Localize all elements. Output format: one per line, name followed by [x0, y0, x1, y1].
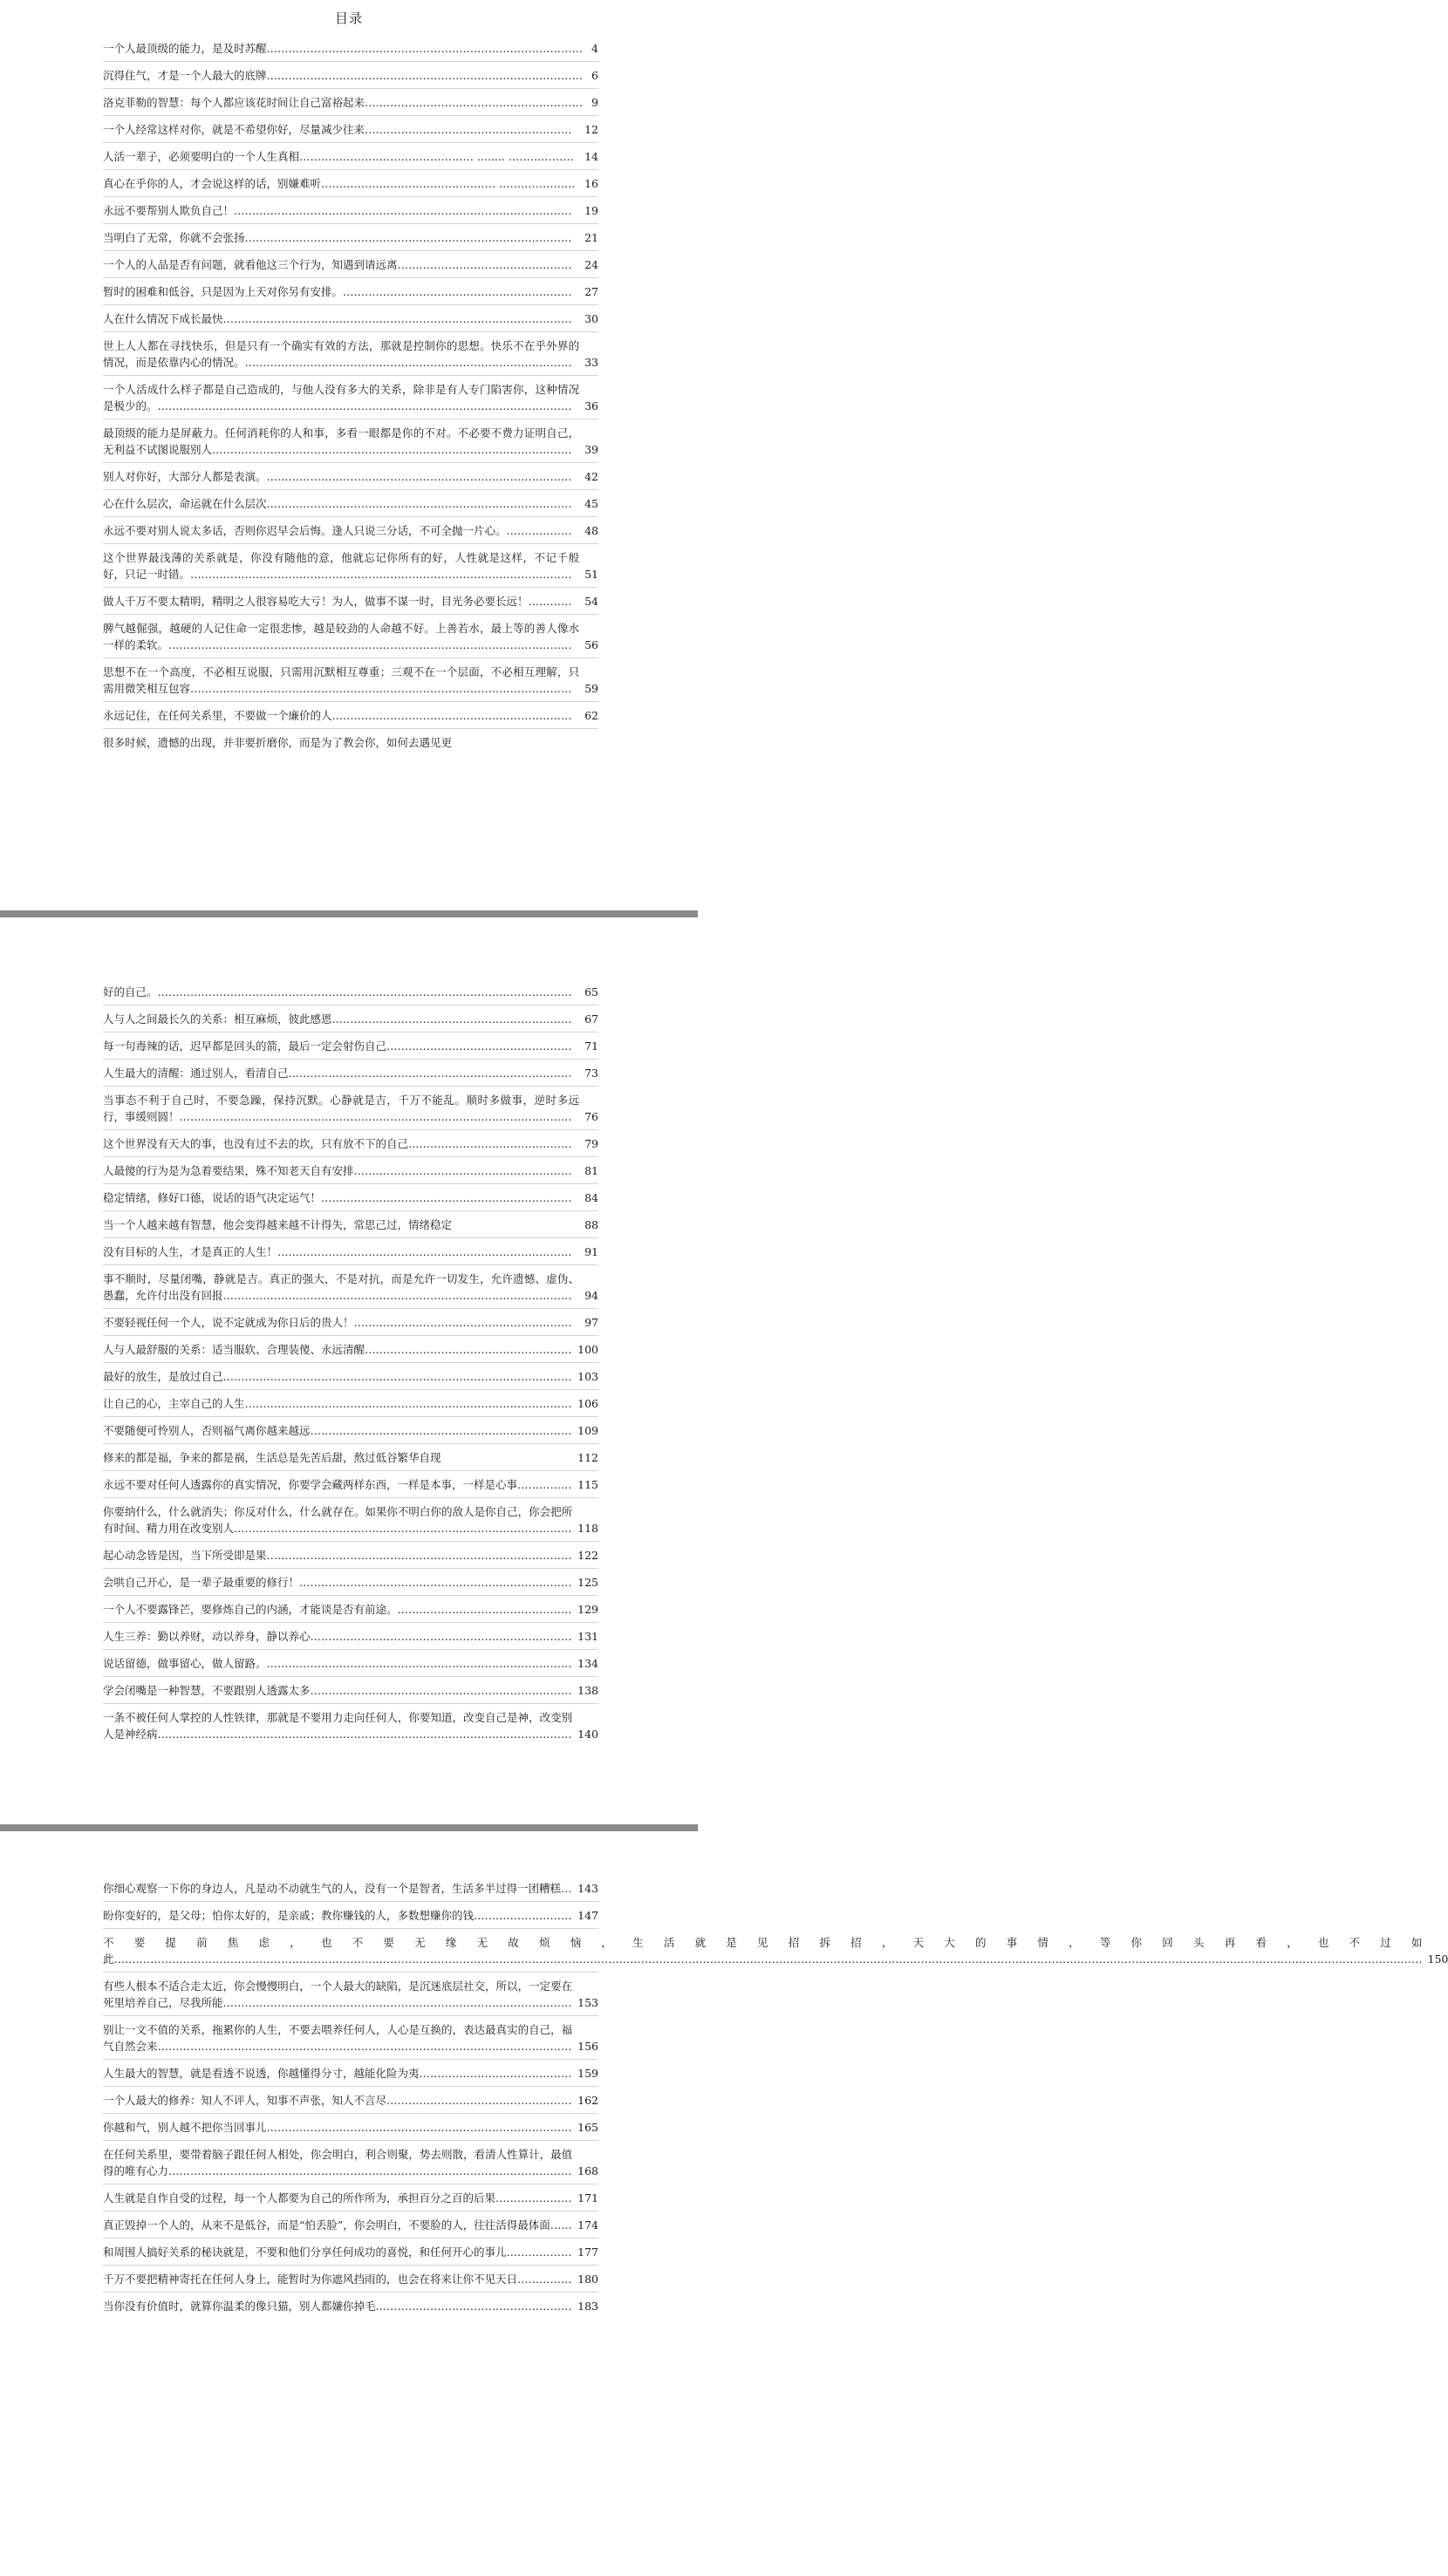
toc-entry[interactable] — [103, 1032, 598, 1060]
toc-entry[interactable] — [103, 729, 598, 755]
toc-entry-title: 和周围人搞好关系的秘诀就是，不要和他们分享任何成功的喜悦，和任何开心的事儿……………… — [103, 2245, 572, 2259]
toc-entry[interactable] — [103, 2141, 598, 2184]
toc-entry-title: 很多时候，遗憾的出现，并非要折磨你，而是为了教会你，如何去遇见更 — [103, 736, 453, 749]
toc-entry[interactable] — [103, 1087, 598, 1130]
toc-entry[interactable] — [103, 463, 598, 490]
toc-entry-title: 别人对你好，大部分人都是表演。………………………………………………………………………… — [103, 470, 572, 483]
toc-entry-title: 最顶级的能力是屏蔽力。任何消耗你的人和事，多看一眼都是你的不对。不必要不费力证明自己，无利益不试图说服别人……………………………………………………………………………………… — [103, 426, 580, 456]
toc-entry-page-number: 71 — [584, 1039, 598, 1053]
toc-entry-page-number: 171 — [577, 2191, 598, 2205]
toc-entry-title: 洛克菲勒的智慧：每个人都应该花时间让自己富裕起来…………………………………………………… — [103, 96, 584, 109]
toc-entry-page-number: 12 — [584, 123, 598, 136]
toc-entry-title: 人生最大的智慧，就是看透不说透，你越懂得分寸，越能化险为夷…………………………………… — [103, 2067, 572, 2080]
toc-entry-page-number: 24 — [584, 258, 598, 271]
toc-entry-title: 人在什么情况下成长最快…………………………………………………………………………………… — [103, 312, 572, 325]
toc-entry-page-number: 76 — [584, 1110, 598, 1123]
toc-entry[interactable] — [103, 305, 598, 332]
toc-entry-page-number: 143 — [577, 1882, 598, 1895]
toc-entry[interactable] — [103, 544, 598, 588]
toc-entry[interactable] — [103, 658, 598, 702]
toc-entry[interactable] — [103, 490, 598, 517]
toc-entry[interactable] — [103, 1650, 598, 1677]
toc-entry-page-number: 67 — [584, 1012, 598, 1026]
toc-entry-title: 一个人最大的修养：知人不评人，知事不声张，知人不言尽…………………………………………… — [103, 2094, 572, 2107]
toc-entry[interactable] — [103, 89, 598, 116]
page-separator — [0, 1824, 698, 1831]
toc-entry-title: 没有目标的人生，才是真正的人生！……………………………………………………………………… — [103, 1245, 572, 1258]
toc-entry-page-number: 115 — [577, 1478, 598, 1491]
toc-entry-page-number: 6 — [591, 69, 598, 82]
toc-entry-title: 一个人活成什么样子都是自己造成的，与他人没有多大的关系，除非是有人专门陷害你，这种情况是极少的。…………………………………………………………………………………………………… — [103, 383, 580, 412]
toc-entry[interactable] — [103, 615, 598, 658]
toc-entry-title: 你细心观察一下你的身边人，凡是动不动就生气的人，没有一个是智者，生活多半过得一团糟糕… — [103, 1882, 572, 1895]
toc-entry[interactable] — [103, 2087, 598, 2114]
toc-entry[interactable] — [103, 1929, 1448, 1973]
toc-entry[interactable] — [103, 1390, 598, 1417]
toc-entry[interactable] — [103, 116, 598, 143]
toc-entry-title: 真心在乎你的人，才会说这样的话，别嫌难听………………………………………… ………………… — [103, 177, 576, 190]
toc-entry-title: 人生就是自作自受的过程，每一个人都要为自己的所作所为，承担百分之百的后果………………… — [103, 2191, 572, 2205]
toc-entry-title: 不要轻视任何一个人，说不定就成为你日后的贵人！…………………………………………………… — [103, 1316, 572, 1329]
toc-entry-title: 一条不被任何人掌控的人性铁律，那就是不要用力走向任何人，你要知道，改变自己是神，改变别人是神经病…………………………………………………………………………………………………… — [103, 1711, 573, 1741]
toc-entry-title: 永远不要对别人说太多话，否则你迟早会后悔。逢人只说三分话，不可全抛一片心。……………… — [103, 524, 572, 537]
toc-entry-title: 说话留德，做事留心，做人留路。………………………………………………………………………… — [103, 1657, 572, 1670]
toc-entry[interactable] — [103, 1704, 598, 1747]
toc-entry-title: 一个人不要露锋芒，要修炼自己的内涵，才能谈是否有前途。………………………………………… — [103, 1603, 572, 1616]
toc-entry-page-number: 112 — [577, 1451, 598, 1464]
toc-entry-page-number: 14 — [584, 150, 598, 163]
toc-entry-page-number: 177 — [577, 2245, 598, 2259]
toc-entry[interactable] — [103, 1875, 598, 1902]
toc-entry[interactable] — [103, 2184, 598, 2211]
document-page-1 — [0, 0, 698, 910]
toc-entry-title: 你越和气，别人越不把你当回事儿………………………………………………………………………… — [103, 2121, 572, 2134]
toc-entry-page-number: 16 — [584, 177, 598, 190]
toc-entry-title: 永远记住，在任何关系里，不要做一个廉价的人………………………………………………………… — [103, 709, 572, 722]
document-page-2 — [0, 917, 698, 1824]
toc-entry[interactable] — [103, 1265, 598, 1309]
toc-entry-title: 稳定情绪，修好口德，说话的语气决定运气！…………………………………………………………… — [103, 1191, 572, 1204]
toc-entry-title: 学会闭嘴是一种智慧，不要跟别人透露太多……………………………………………………………… — [103, 1684, 572, 1697]
toc-entry-title: 当事态不利于自己时，不要急躁，保持沉默。心静就是吉，千万不能乱。顺时多做事，逆时多远行，事缓则圆！……………………………………………………………………………………………… — [103, 1094, 580, 1123]
toc-entry-page-number: 122 — [577, 1549, 598, 1562]
toc-entry-page-number: 183 — [577, 2300, 598, 2313]
toc-entry-page-number: 118 — [577, 1522, 598, 1535]
toc-entries-page-2 — [103, 978, 598, 1747]
toc-entry-title: 一个人经常这样对你，就是不希望你好，尽量减少往来………………………………………………… — [103, 123, 572, 136]
toc-entry[interactable] — [103, 1973, 598, 2016]
toc-entry[interactable] — [103, 1417, 598, 1444]
toc-entry[interactable] — [103, 2060, 598, 2087]
toc-entry-page-number: 36 — [584, 399, 598, 412]
toc-entry-title: 起心动念皆是因，当下所受即是果………………………………………………………………………… — [103, 1549, 572, 1562]
toc-entry[interactable] — [103, 517, 598, 544]
toc-entry-title: 在任何关系里，要带着脑子跟任何人相处，你会明白，利合则聚，势去则散，看清人性算计，最值得的唯有心力………………………………………………………………………………………………… — [103, 2148, 573, 2177]
toc-entry-page-number: 56 — [584, 638, 598, 651]
toc-entry-page-number: 39 — [584, 443, 598, 456]
toc-entry-page-number: 100 — [577, 1343, 598, 1356]
toc-entry-title: 人生三养：勤以养财，动以养身，静以养心……………………………………………………………… — [103, 1630, 572, 1643]
toc-entry-title: 修来的都是福，争来的都是祸，生活总是先苦后甜，熬过低谷繁华自现 — [103, 1451, 441, 1464]
toc-entry-title: 沉得住气，才是一个人最大的底牌…………………………………………………………………………… — [103, 69, 584, 82]
toc-entry-page-number: 150 — [1427, 1952, 1448, 1966]
toc-entry[interactable] — [103, 2016, 598, 2060]
toc-entry-title: 让自己的心，主宰自己的人生……………………………………………………………………………… — [103, 1397, 572, 1410]
toc-entry-title: 一个人最顶级的能力，是及时苏醒…………………………………………………………………………… — [103, 42, 584, 55]
toc-entry[interactable] — [103, 197, 598, 224]
toc-entry-page-number: 19 — [584, 204, 598, 217]
toc-entry-page-number: 62 — [584, 709, 598, 722]
toc-entry-page-number: 140 — [577, 1728, 598, 1741]
toc-entry-title: 不要提前焦虑，也不要无缘无故烦恼，生活就是见招拆招，天大的事情，等你回头再看，也不过如此……………………………………………………………………………………………………………………………………………………………………………………………………………………………………………………………………………………………………………………………… — [103, 1936, 1423, 1966]
toc-entry-page-number: 4 — [591, 42, 598, 55]
toc-entry[interactable] — [103, 419, 598, 463]
toc-entry-page-number: 84 — [584, 1191, 598, 1204]
toc-entries-page-3 — [103, 1875, 1448, 2319]
toc-entry-page-number: 81 — [584, 1164, 598, 1177]
toc-entry-title: 人与人最舒服的关系：适当服软、合理装傻、永远清醒………………………………………………… — [103, 1343, 572, 1356]
toc-entry[interactable] — [103, 332, 598, 376]
document-page-3 — [0, 1831, 1448, 2576]
toc-entry[interactable] — [103, 1130, 598, 1157]
toc-entry-page-number: 125 — [577, 1576, 598, 1589]
toc-entry[interactable] — [103, 224, 598, 251]
toc-entry-title: 有些人根本不适合走太近，你会慢慢明白，一个人最大的缺陷，是沉迷底层社交，所以，一定要在死里培养自己，尽我所能…………………………………………………………………………………… — [103, 1980, 573, 2009]
toc-entry-title: 做人千万不要太精明，精明之人很容易吃大亏！为人，做事不谋一时，目光务必要长远！………… — [103, 595, 572, 608]
toc-entry[interactable] — [103, 35, 598, 62]
toc-entry[interactable] — [103, 2293, 598, 2319]
toc-entry[interactable] — [103, 2266, 598, 2293]
toc-entry[interactable] — [103, 62, 598, 89]
toc-entry-title: 这个世界没有天大的事，也没有过不去的坎，只有放不下的自己……………………………………… — [103, 1137, 572, 1150]
toc-entry-title: 盼你变好的，是父母；怕你太好的，是亲戚；教你赚钱的人，多数想赚你的钱……………………… — [103, 1909, 572, 1922]
toc-entry[interactable] — [103, 1005, 598, 1032]
toc-entry-page-number: 94 — [584, 1289, 598, 1302]
toc-entry-title: 思想不在一个高度，不必相互说服，只需用沉默相互尊重；三观不在一个层面，不必相互理解，只需用微笑相互包容…………………………………………………………………………………………… — [103, 665, 580, 695]
toc-entry-title: 当一个人越来越有智慧，他会变得越来越不计得失，常思己过，情绪稳定 — [103, 1218, 453, 1231]
toc-entry[interactable] — [103, 1596, 598, 1623]
toc-entry[interactable] — [103, 1677, 598, 1704]
toc-entry-title: 事不顺时，尽量闭嘴，静就是吉。真正的强大，不是对抗，而是允许一切发生，允许遗憾、虚伪、愚蠢，允许付出没有回报…………………………………………………………………………………… — [103, 1272, 580, 1302]
toc-entry[interactable] — [103, 1498, 598, 1542]
toc-entry[interactable] — [103, 1060, 598, 1087]
toc-entry-title: 人最傻的行为是为急着要结果，殊不知老天自有安排…………………………………………………… — [103, 1164, 572, 1177]
toc-entry-page-number: 134 — [577, 1657, 598, 1670]
toc-entry-title: 会哄自己开心，是一辈子最重要的修行！………………………………………………………………… — [103, 1576, 572, 1589]
toc-entry[interactable] — [103, 1184, 598, 1211]
toc-entry-title: 心在什么层次，命运就在什么层次………………………………………………………………………… — [103, 497, 572, 510]
toc-entry-page-number: 91 — [584, 1245, 598, 1258]
toc-entry-page-number: 109 — [577, 1424, 598, 1437]
toc-entry-title: 千万不要把精神寄托在任何人身上，能暂时为你遮风挡雨的，也会在将来让你不见天日…………… — [103, 2273, 572, 2286]
toc-entry-page-number: 73 — [584, 1067, 598, 1080]
toc-entry-title: 你要纳什么，什么就消失；你反对什么，什么就存在。如果你不明白你的敌人是你自己，你会把所有时间、精力用在改变别人………………………………………………………………………………… — [103, 1505, 573, 1535]
toc-entry-page-number: 147 — [577, 1909, 598, 1922]
toc-entry[interactable] — [103, 1444, 598, 1471]
toc-entry-title: 最好的放生，是放过自己…………………………………………………………………………………… — [103, 1370, 572, 1383]
toc-entry-page-number: 54 — [584, 595, 598, 608]
toc-title: 目录 — [334, 10, 363, 26]
toc-entry-page-number: 59 — [584, 682, 598, 695]
toc-entry[interactable] — [103, 2114, 598, 2141]
toc-entry-page-number: 103 — [577, 1370, 598, 1383]
toc-entry-title: 每一句毒辣的话，迟早都是回头的箭，最后一定会射伤自己…………………………………………… — [103, 1039, 572, 1053]
toc-entry-title: 好的自己。…………………………………………………………………………………………………… — [103, 985, 572, 998]
toc-entry-page-number: 162 — [577, 2094, 598, 2107]
toc-entry-title: 世上人人都在寻找快乐，但是只有一个确实有效的方法，那就是控制你的思想。快乐不在乎外界的情况，而是依靠内心的情况。……………………………………………………………………………… — [103, 339, 580, 369]
toc-entry-page-number: 27 — [584, 285, 598, 298]
toc-entry-page-number: 97 — [584, 1316, 598, 1329]
toc-entry-page-number: 165 — [577, 2121, 598, 2134]
toc-entry-title: 永远不要帮别人欺负自己！………………………………………………………………………………… — [103, 204, 572, 217]
toc-entry-page-number: 9 — [591, 96, 598, 109]
toc-entry[interactable] — [103, 1471, 598, 1498]
toc-entry-title: 当你没有价值时，就算你温柔的像只猫，别人都嫌你掉毛……………………………………………… — [103, 2300, 572, 2313]
toc-entry-title: 一个人的人品是否有问题，就看他这三个行为，知遇到请远离………………………………………… — [103, 258, 572, 271]
toc-entry-page-number: 88 — [584, 1218, 598, 1231]
toc-entry[interactable] — [103, 278, 598, 305]
toc-entry-title: 当明白了无常，你就不会张扬……………………………………………………………………………… — [103, 231, 572, 244]
toc-entry[interactable] — [103, 1211, 598, 1238]
toc-entry-title: 人与人之间最长久的关系：相互麻烦，彼此感恩………………………………………………………… — [103, 1012, 572, 1026]
toc-entry-page-number: 33 — [584, 356, 598, 369]
toc-entry-page-number: 65 — [584, 985, 598, 998]
toc-entries-page-1 — [103, 35, 598, 755]
toc-entry-page-number: 131 — [577, 1630, 598, 1643]
toc-entry[interactable] — [103, 978, 598, 1005]
toc-entry-title: 暂时的困难和低谷，只是因为上天对你另有安排。……………………………………………………… — [103, 285, 572, 298]
toc-entry-page-number: 156 — [577, 2040, 598, 2053]
toc-entry[interactable] — [103, 1542, 598, 1569]
toc-entry[interactable] — [103, 588, 598, 615]
page-separator — [0, 910, 698, 917]
toc-entry-page-number: 30 — [584, 312, 598, 325]
toc-entry[interactable] — [103, 1309, 598, 1336]
toc-entry-page-number: 45 — [584, 497, 598, 510]
toc-entry-page-number: 48 — [584, 524, 598, 537]
toc-entry-page-number: 153 — [577, 1996, 598, 2009]
toc-entry-title: 人生最大的清醒：通过别人，看清自己…………………………………………………………………… — [103, 1067, 572, 1080]
toc-entry[interactable] — [103, 376, 598, 419]
toc-entry-page-number: 21 — [584, 231, 598, 244]
toc-entry-page-number: 42 — [584, 470, 598, 483]
toc-entry[interactable] — [103, 1336, 598, 1363]
toc-entry-title: 别让一文不值的关系，拖累你的人生，不要去喂养任何人，人心是互换的，表达最真实的自己，福气自然会来…………………………………………………………………………………………………… — [103, 2023, 573, 2053]
toc-entry[interactable] — [103, 1157, 598, 1184]
toc-entry-title: 永远不要对任何人透露你的真实情况，你要学会藏两样东西，一样是本事，一样是心事…………… — [103, 1478, 572, 1491]
toc-entry[interactable] — [103, 170, 598, 197]
toc-entry[interactable] — [103, 1623, 598, 1650]
toc-entry-page-number: 180 — [577, 2273, 598, 2286]
toc-entry-title: 真正毁掉一个人的，从来不是低谷，而是“怕丢脸”，你会明白，不要脸的人，往往活得最体面…… — [103, 2218, 572, 2232]
toc-entry[interactable] — [103, 1363, 598, 1390]
toc-entry-page-number: 79 — [584, 1137, 598, 1150]
toc-entry-page-number: 159 — [577, 2067, 598, 2080]
toc-entry[interactable] — [103, 2211, 598, 2239]
toc-entry[interactable] — [103, 1902, 598, 1929]
toc-entry-title: 人活一辈子，必须要明白的一个人生真相………………………………………… ........ ……………… — [103, 150, 574, 163]
toc-entry-title: 脾气越倔强，越硬的人记住命一定很悲惨，越是较劲的人命越不好。上善若水，最上等的善人像水一样的柔软。………………………………………………………………………………………………… — [103, 622, 580, 651]
toc-entry-page-number: 168 — [577, 2164, 598, 2177]
toc-entry[interactable] — [103, 2239, 598, 2266]
toc-entry-title: 这个世界最浅薄的关系就是，你没有随他的意，他就忘记你所有的好，人性就是这样，不记千般好，只记一时错。…………………………………………………………………………………………… — [103, 551, 580, 581]
toc-entry-page-number: 138 — [577, 1684, 598, 1697]
toc-entry[interactable] — [103, 1569, 598, 1596]
toc-entry[interactable] — [103, 702, 598, 729]
toc-entry-page-number: 51 — [584, 568, 598, 581]
toc-entry-title: 不要随便可怜别人，否则福气离你越来越远……………………………………………………………… — [103, 1424, 572, 1437]
toc-entry-page-number: 174 — [577, 2218, 598, 2232]
toc-entry[interactable] — [103, 1238, 598, 1265]
toc-entry-page-number: 129 — [577, 1603, 598, 1616]
toc-entry[interactable] — [103, 251, 598, 278]
toc-entry[interactable] — [103, 143, 598, 170]
toc-entry-page-number: 106 — [577, 1397, 598, 1410]
